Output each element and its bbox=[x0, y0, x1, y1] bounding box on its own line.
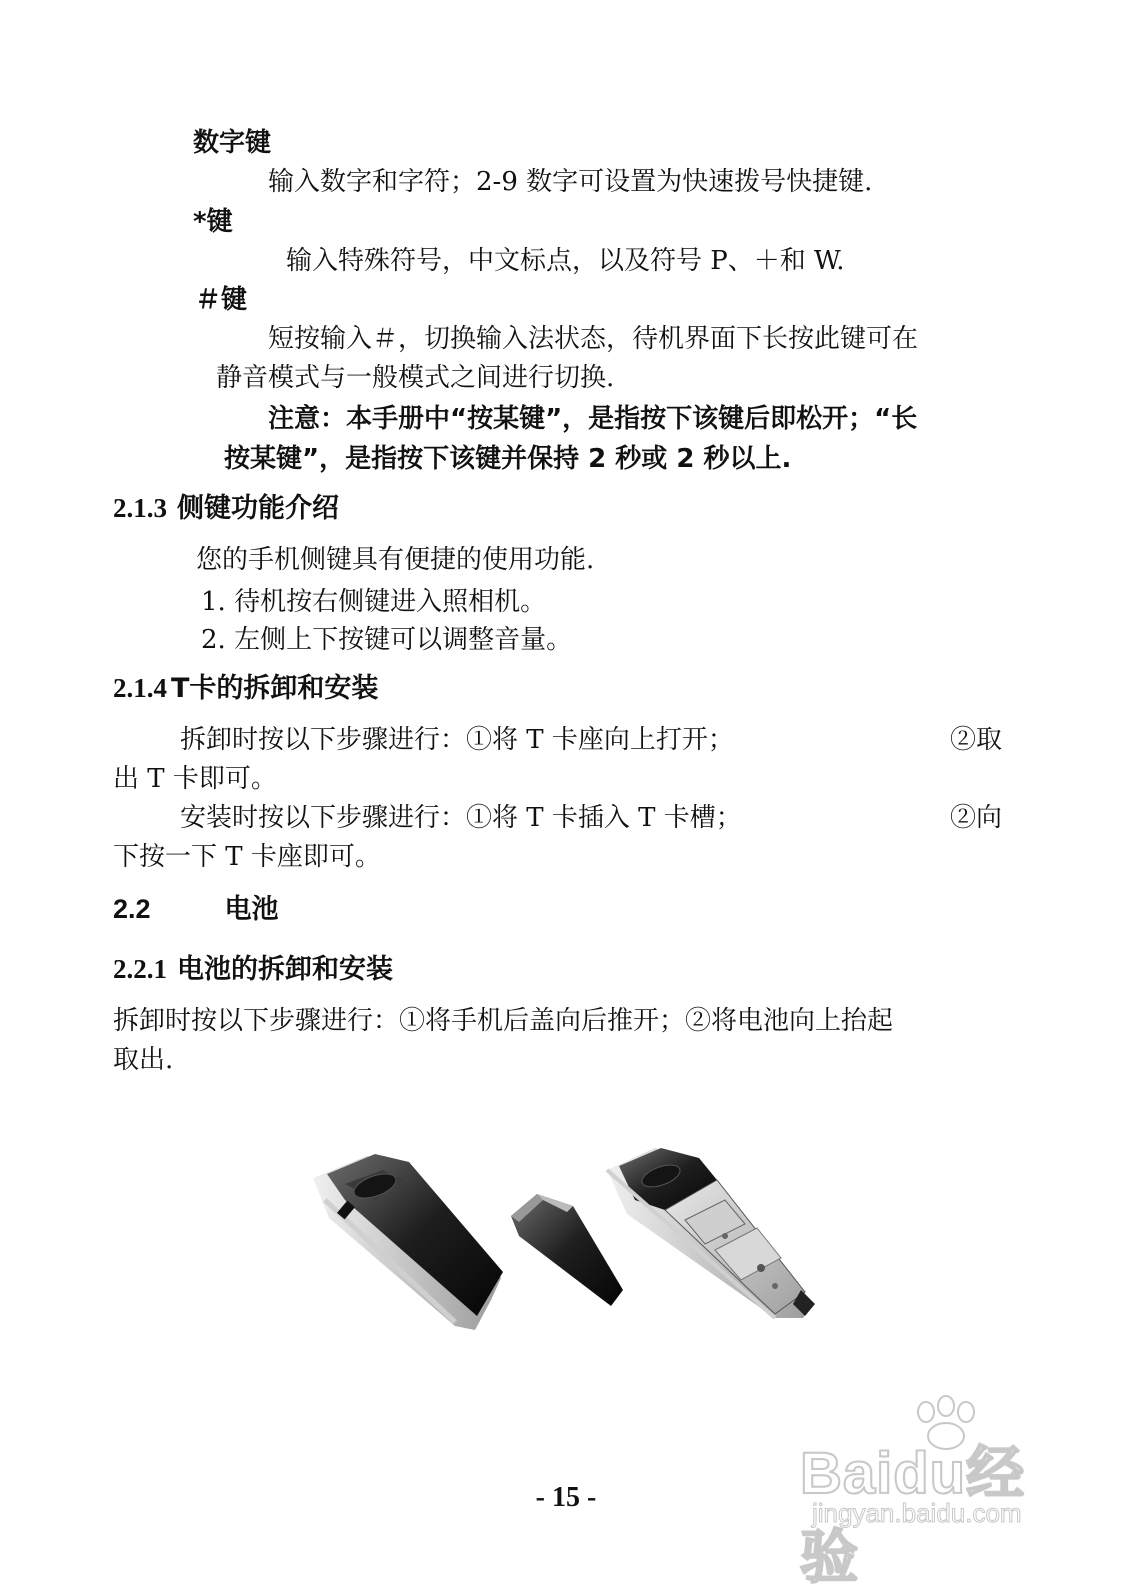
tcard-remove-line2: 出 T 卡即可。 bbox=[113, 764, 277, 794]
section-number: 2.2.1 bbox=[113, 954, 167, 984]
section-title: T卡的拆卸和安装 bbox=[171, 673, 379, 704]
note-line1: 注意：本手册中“按某键”，是指按下该键后即松开；“长 bbox=[268, 404, 918, 434]
section-title: 电池的拆卸和安装 bbox=[177, 954, 393, 985]
star-key-description: 输入特殊符号，中文标点，以及符号 P、＋和 W. bbox=[286, 246, 845, 276]
section-2-2-1-heading bbox=[113, 952, 393, 987]
hash-key-heading: ＃键 bbox=[195, 285, 248, 315]
number-key-heading: 数字键 bbox=[193, 128, 272, 158]
section-title: 侧键功能介绍 bbox=[177, 493, 339, 524]
star-key-heading: *键 bbox=[193, 207, 233, 237]
back-cover-image bbox=[511, 1194, 623, 1306]
battery-remove-line2: 取出. bbox=[113, 1045, 174, 1075]
watermark-logo-text: Baidu经验 bbox=[800, 1441, 1026, 1590]
section-title: 电池 bbox=[224, 894, 279, 925]
section-number: 2.1.4 bbox=[113, 673, 167, 703]
baidu-watermark bbox=[790, 1398, 1080, 1590]
hash-key-description-line2: 静音模式与一般模式之间进行切换. bbox=[216, 363, 615, 393]
note-line2: 按某键”，是指按下该键并保持 2 秒或 2 秒以上. bbox=[224, 444, 792, 474]
section-2-1-4-heading bbox=[113, 671, 378, 706]
battery-remove-line1: 拆卸时按以下步骤进行：①将手机后盖向后推开；②将电池向上抬起 bbox=[113, 1006, 894, 1036]
list-item: 2. 左侧上下按键可以调整音量。 bbox=[201, 625, 573, 655]
tcard-remove-line1: 拆卸时按以下步骤进行：①将 T 卡座向上打开； bbox=[180, 725, 734, 755]
section-2-1-3-heading bbox=[113, 491, 339, 526]
tcard-remove-step2-start: ②取 bbox=[950, 725, 1003, 755]
tcard-install-line2: 下按一下 T 卡座即可。 bbox=[113, 842, 381, 872]
list-item: 1. 待机按右侧键进入照相机。 bbox=[201, 587, 547, 617]
section-number: 2.1.3 bbox=[113, 493, 167, 523]
section-2-2-heading bbox=[113, 892, 279, 927]
page-number: - 15 - bbox=[535, 1482, 597, 1513]
watermark-url: jingyan.baidu.com bbox=[812, 1498, 1022, 1528]
number-key-description: 输入数字和字符；2-9 数字可设置为快速拨号快捷键. bbox=[268, 167, 873, 197]
section-number: 2.2 bbox=[113, 894, 151, 924]
tcard-install-line1: 安装时按以下步骤进行：①将 T 卡插入 T 卡槽； bbox=[180, 803, 742, 833]
phone-open-image bbox=[607, 1148, 815, 1318]
side-key-intro: 您的手机侧键具有便捷的使用功能. bbox=[196, 545, 595, 575]
tcard-install-step2-start: ②向 bbox=[950, 803, 1003, 833]
phone-closed-image bbox=[313, 1154, 503, 1330]
battery-removal-figure bbox=[305, 1140, 825, 1350]
hash-key-description-line1: 短按输入＃，切换输入法状态，待机界面下长按此键可在 bbox=[268, 324, 919, 354]
